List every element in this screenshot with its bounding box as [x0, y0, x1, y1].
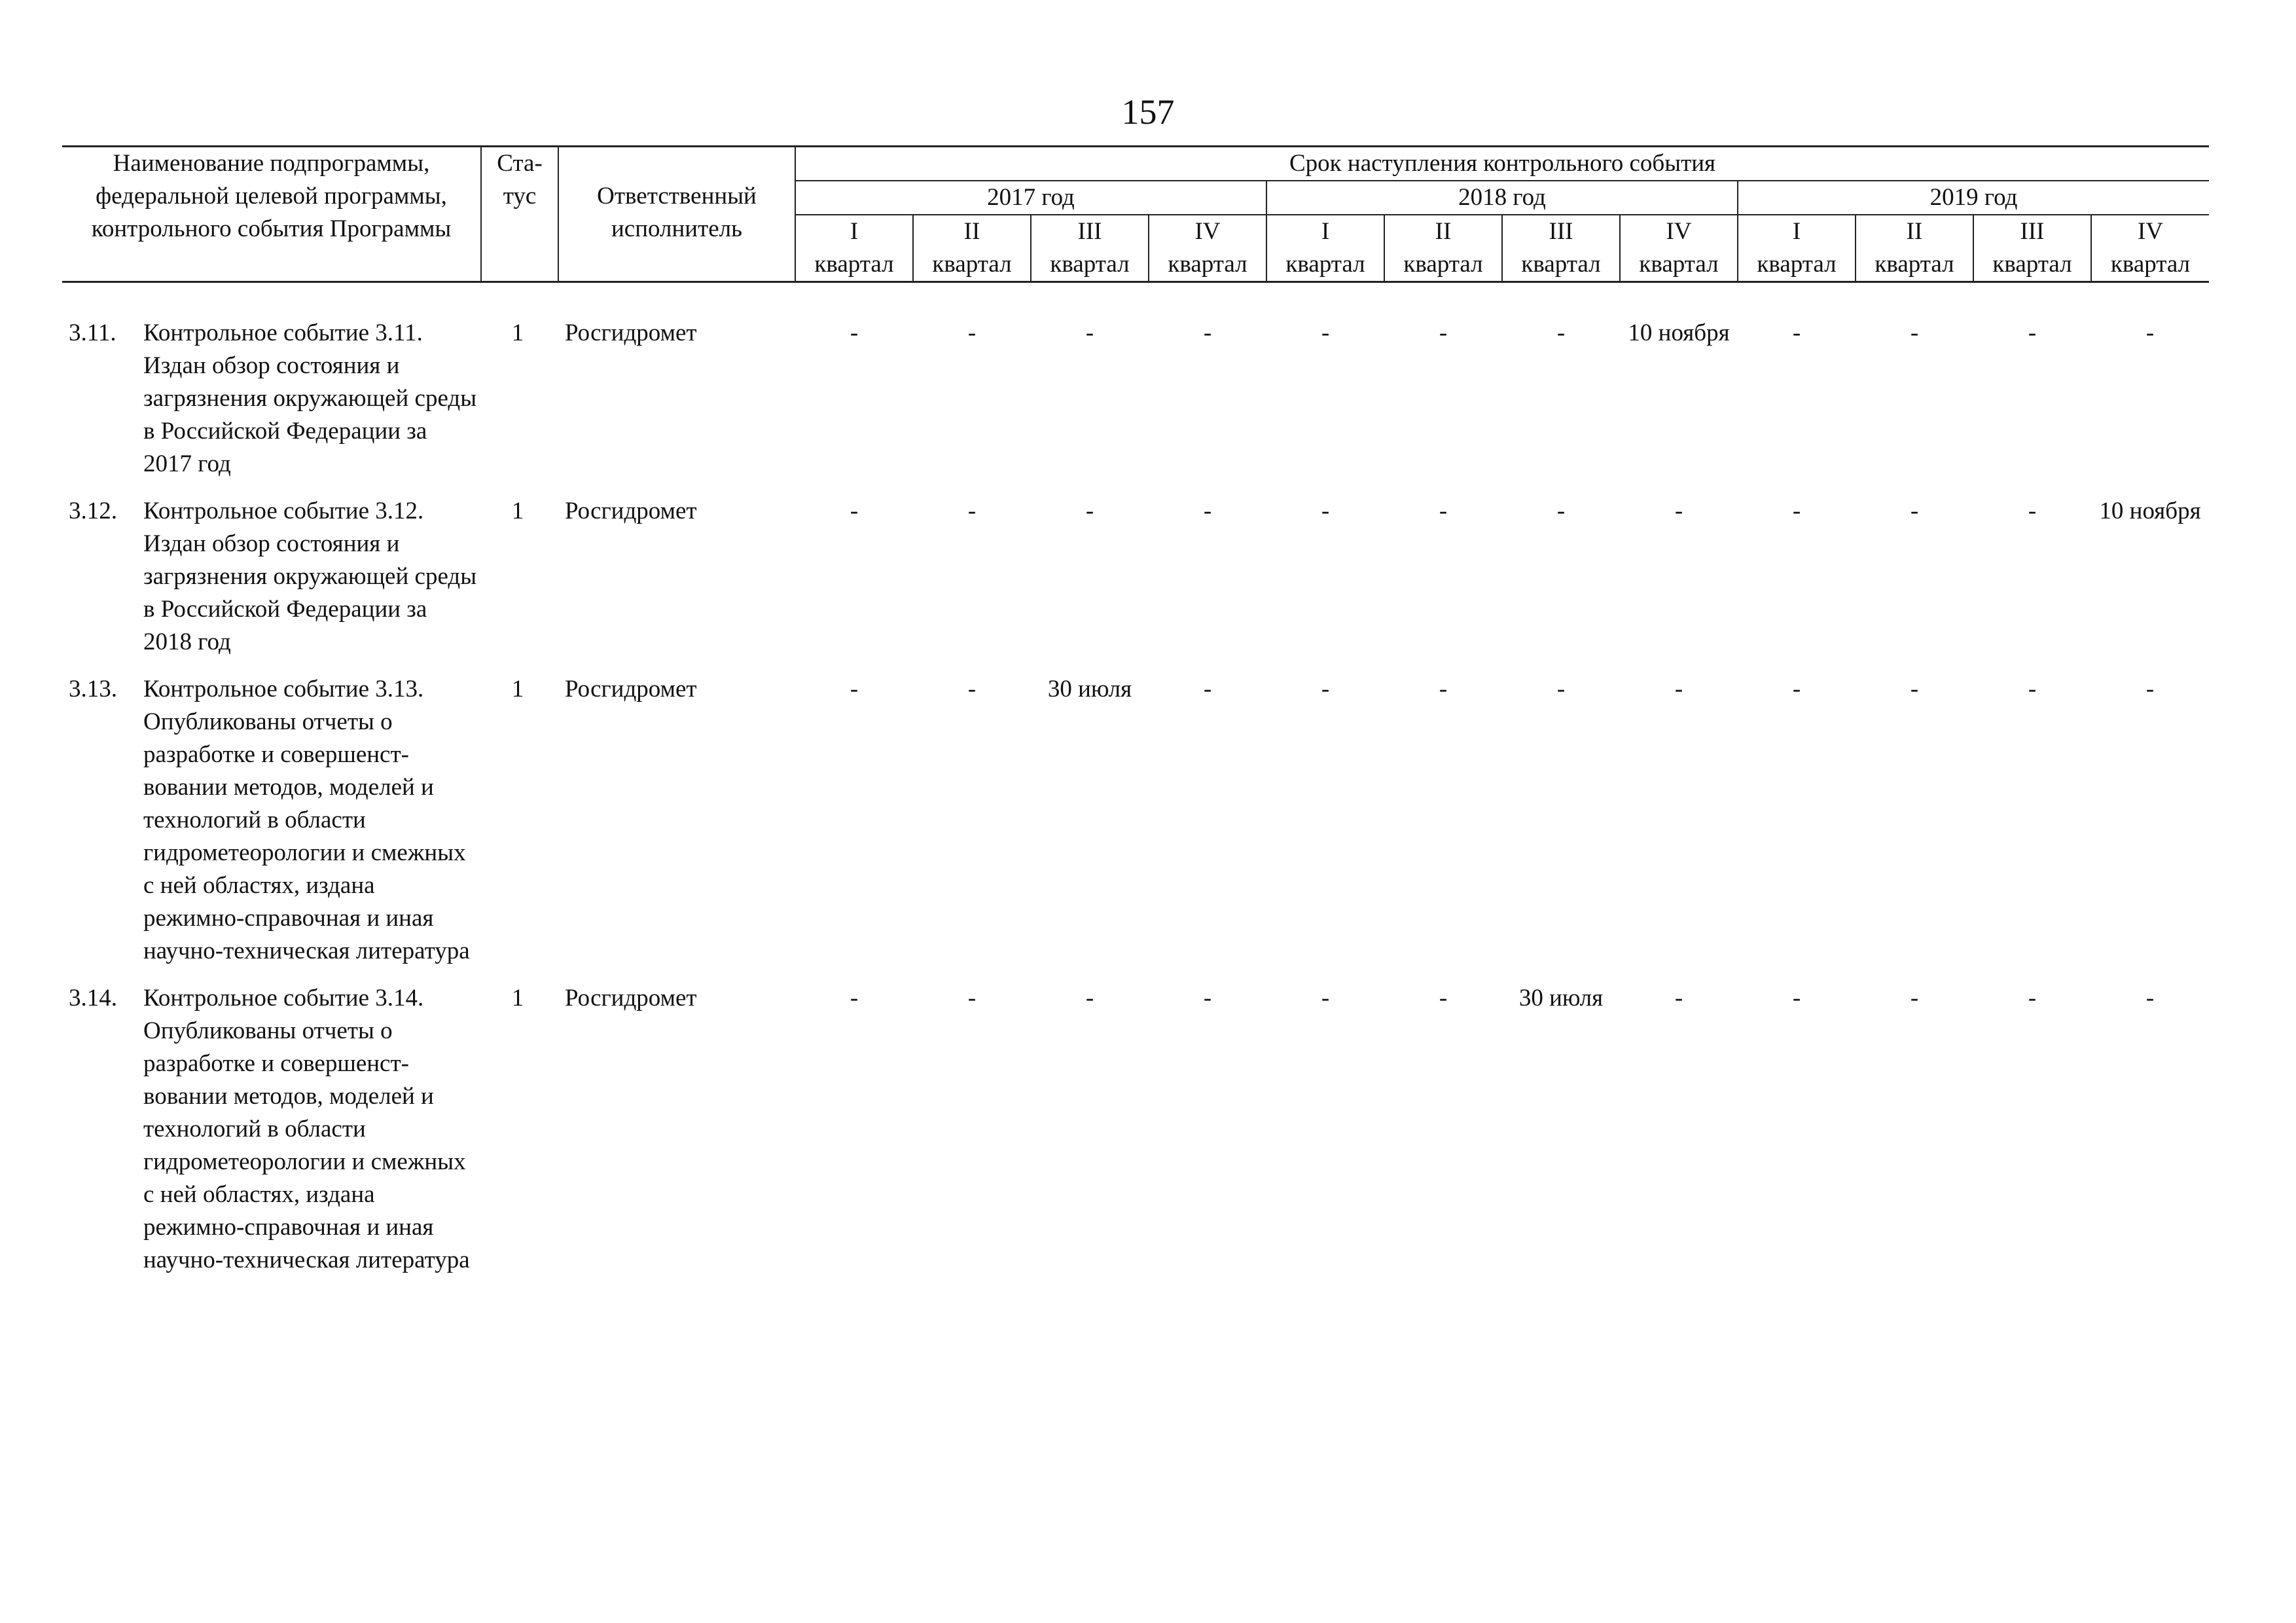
event-deadline-cell: - — [1910, 498, 1919, 524]
event-deadline-cell: 30 июля — [1518, 985, 1604, 1012]
event-status: 1 — [511, 498, 524, 524]
event-number: 3.11. — [69, 319, 117, 346]
header-quarter-number: II — [913, 215, 1031, 248]
event-deadline-cell: - — [2028, 676, 2037, 702]
event-deadline-cell: - — [2145, 319, 2155, 346]
header-quarter-word: квартал — [1856, 248, 1973, 282]
event-deadline-cell: 30 июля — [1047, 676, 1132, 702]
table-row — [62, 317, 2209, 495]
event-deadline-cell: - — [967, 676, 977, 702]
event-responsible: Росгидромет — [565, 985, 697, 1012]
table-body — [62, 282, 2209, 1292]
event-deadline-cell: - — [1203, 676, 1212, 702]
event-deadline-cell: - — [2028, 319, 2037, 346]
event-deadline-cell: - — [967, 498, 977, 524]
event-deadline-cell: - — [1321, 498, 1330, 524]
table-header — [62, 147, 2209, 282]
event-number: 3.12. — [69, 498, 117, 524]
event-deadline-cell: - — [1085, 985, 1094, 1012]
event-deadline-cell: - — [1321, 676, 1330, 702]
event-title: Контрольное событие 3.13. Опубликованы отчеты о разработке и совершенст-вовании методов, моделей и технологий в области гидрометеорологии и смежных с ней областях, издана режимно-справочная и иная научно-техническая литература — [143, 676, 470, 964]
event-deadline-cell: - — [2028, 498, 2037, 524]
header-quarter-word: квартал — [1738, 248, 1856, 282]
header-quarter-word: квартал — [1973, 248, 2091, 282]
event-deadline-cell: - — [1910, 319, 1919, 346]
event-deadline-cell: - — [1321, 985, 1330, 1012]
header-year: 2019 год — [1738, 181, 2209, 215]
event-deadline-cell: - — [850, 498, 859, 524]
event-deadline-cell: - — [2028, 985, 2037, 1012]
event-deadline-cell: - — [850, 676, 859, 702]
event-deadline-cell: - — [1321, 319, 1330, 346]
event-deadline-cell: - — [1792, 676, 1801, 702]
event-deadline-cell: - — [1674, 498, 1683, 524]
event-deadline-cell: - — [1674, 676, 1683, 702]
header-quarter-number: IV — [2091, 215, 2209, 248]
header-status-column: Ста-тус — [481, 147, 558, 282]
event-responsible: Росгидромет — [565, 676, 697, 702]
header-quarter-number: IV — [1620, 215, 1738, 248]
event-title: Контрольное событие 3.12. Издан обзор состояния и загрязнения окружающей среды в Российской Федерации за 2018 год — [143, 498, 477, 655]
event-deadline-cell: - — [1439, 676, 1448, 702]
header-responsible-column: Ответственный исполнитель — [558, 147, 795, 282]
table-row — [62, 673, 2209, 982]
event-deadline-cell: - — [967, 985, 977, 1012]
header-period-title: Срок наступления контрольного события — [795, 147, 2209, 181]
event-deadline-cell: - — [2145, 985, 2155, 1012]
header-quarter-number: II — [1856, 215, 1973, 248]
event-number: 3.13. — [69, 676, 117, 702]
event-deadline-cell: - — [1674, 985, 1683, 1012]
header-quarter-number: II — [1384, 215, 1502, 248]
table-row — [62, 982, 2209, 1291]
control-events-table — [62, 145, 2209, 1291]
header-quarter-number: I — [1738, 215, 1856, 248]
header-quarter-number: III — [1031, 215, 1149, 248]
event-deadline-cell: - — [1439, 985, 1448, 1012]
event-deadline-cell: - — [2145, 676, 2155, 702]
event-name-cell — [62, 317, 481, 495]
header-quarter-word: квартал — [1620, 248, 1738, 282]
event-deadline-cell: - — [1556, 498, 1566, 524]
header-quarter-number: I — [795, 215, 913, 248]
event-name-cell — [62, 982, 481, 1291]
header-quarter-number: III — [1502, 215, 1620, 248]
event-status: 1 — [511, 676, 524, 702]
event-deadline-cell: - — [1439, 498, 1448, 524]
event-deadline-cell: 10 ноября — [2099, 498, 2201, 524]
header-quarter-word: квартал — [1266, 248, 1384, 282]
header-quarter-word: квартал — [1384, 248, 1502, 282]
event-status: 1 — [511, 319, 524, 346]
header-year: 2017 год — [795, 181, 1266, 215]
header-quarter-word: квартал — [2091, 248, 2209, 282]
event-deadline-cell: - — [1910, 676, 1919, 702]
event-title: Контрольное событие 3.14. Опубликованы отчеты о разработке и совершенст-вовании методов, моделей и технологий в области гидрометеорологии и смежных с ней областях, издана режимно-справочная и иная научно-техническая литература — [143, 985, 470, 1273]
event-deadline-cell: - — [1792, 985, 1801, 1012]
table-row — [62, 495, 2209, 673]
header-quarter-word: квартал — [1149, 248, 1266, 282]
header-quarter-word: квартал — [1031, 248, 1149, 282]
event-deadline-cell: - — [1556, 319, 1566, 346]
event-number: 3.14. — [69, 985, 117, 1012]
page-number: 157 — [1121, 92, 1175, 132]
header-quarter-number: III — [1973, 215, 2091, 248]
event-title: Контрольное событие 3.11. Издан обзор состояния и загрязнения окружающей среды в Российской Федерации за 2017 год — [143, 319, 477, 477]
header-name-column: Наименование подпрограммы, федеральной целевой программы, контрольного события Программы — [62, 147, 481, 282]
event-deadline-cell: - — [1203, 319, 1212, 346]
event-deadline-cell: - — [1792, 498, 1801, 524]
header-quarter-word: квартал — [795, 248, 913, 282]
event-deadline-cell: - — [1792, 319, 1801, 346]
event-deadline-cell: - — [1203, 498, 1212, 524]
event-responsible: Росгидромет — [565, 319, 697, 346]
event-status: 1 — [511, 985, 524, 1012]
header-quarter-number: I — [1266, 215, 1384, 248]
header-quarter-word: квартал — [1502, 248, 1620, 282]
event-name-cell — [62, 673, 481, 982]
event-deadline-cell: - — [1203, 985, 1212, 1012]
event-deadline-cell: - — [967, 319, 977, 346]
event-responsible: Росгидромет — [565, 498, 697, 524]
event-deadline-cell: - — [1556, 676, 1566, 702]
header-quarter-number: IV — [1149, 215, 1266, 248]
event-deadline-cell: 10 ноября — [1628, 319, 1730, 346]
header-year: 2018 год — [1266, 181, 1738, 215]
event-deadline-cell: - — [1085, 498, 1094, 524]
event-deadline-cell: - — [1910, 985, 1919, 1012]
event-deadline-cell: - — [850, 985, 859, 1012]
header-quarter-word: квартал — [913, 248, 1031, 282]
event-deadline-cell: - — [1439, 319, 1448, 346]
event-deadline-cell: - — [1085, 319, 1094, 346]
event-name-cell — [62, 495, 481, 673]
event-deadline-cell: - — [850, 319, 859, 346]
